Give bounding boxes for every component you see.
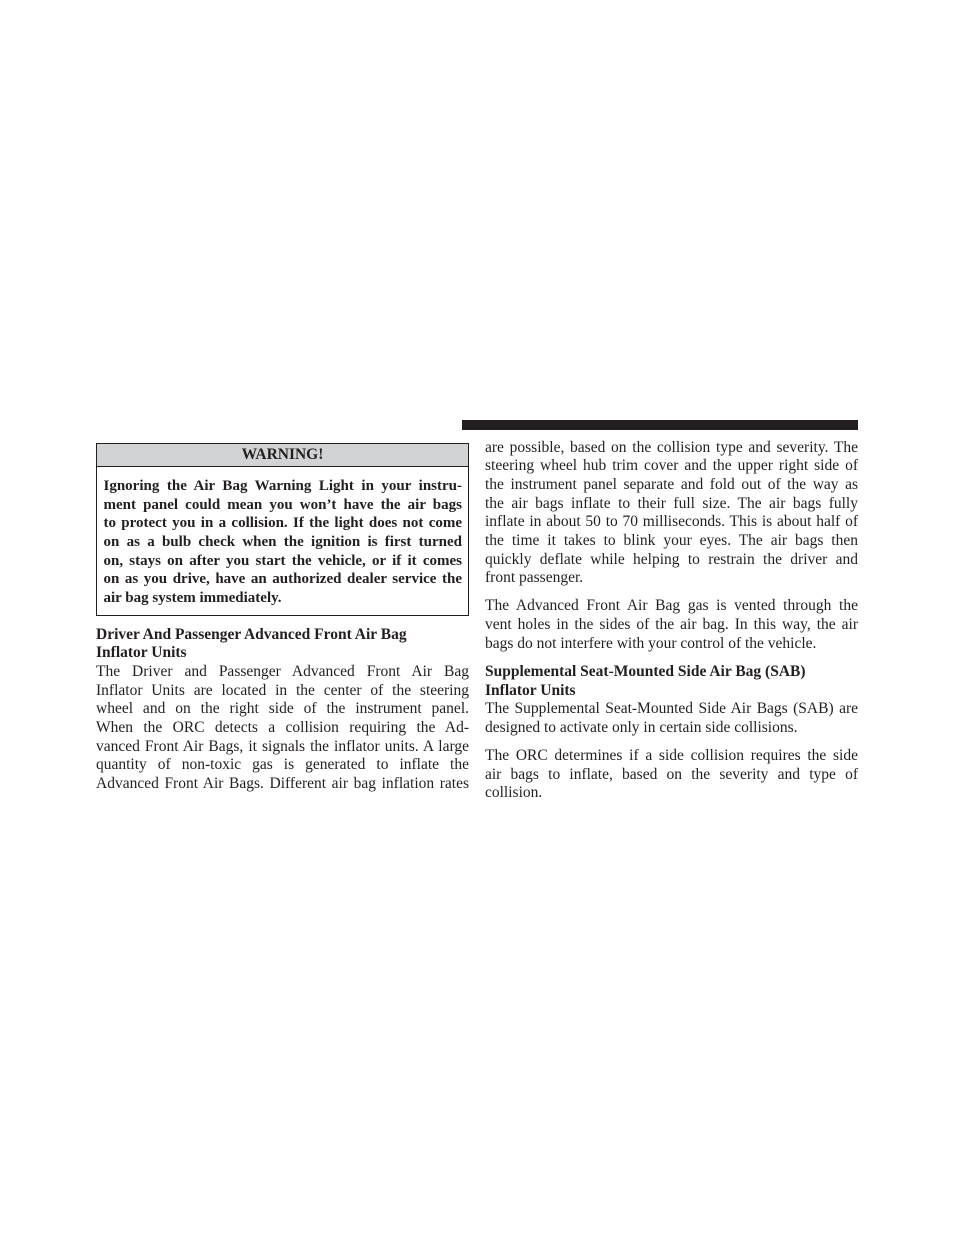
section-heading-line: Inflator Units bbox=[485, 681, 576, 699]
warning-body bbox=[97, 467, 468, 608]
warning-text-line: on, stays on after you start the vehicle, or if it comes bbox=[103, 552, 462, 569]
warning-text-line: air bag system immediately. bbox=[103, 590, 282, 607]
warning-text-line: ment panel could mean you won’t have the air bags bbox=[103, 496, 462, 513]
paragraph-continuation bbox=[485, 439, 858, 589]
body-text-line: When the ORC detects a collision requiring the Ad- bbox=[96, 719, 469, 737]
body-text-line: The Advanced Front Air Bag gas is vented through the bbox=[485, 597, 858, 615]
warning-title: WARNING! bbox=[241, 446, 324, 463]
body-text-line: Inflator Units are located in the center of the steering bbox=[96, 681, 469, 699]
warning-text-line: Ignoring the Air Bag Warning Light in your instru- bbox=[103, 478, 462, 494]
section-heading-advanced-front-air-bag bbox=[96, 626, 469, 663]
body-text-line: collision. bbox=[485, 784, 543, 802]
paragraph-inflator-units bbox=[96, 663, 469, 794]
paragraph-sab-design bbox=[485, 700, 858, 737]
warning-text-line: to protect you in a collision. If the light does not come bbox=[103, 515, 462, 532]
right-column bbox=[485, 439, 858, 804]
body-text-line: The Driver and Passenger Advanced Front Air Bag bbox=[96, 662, 469, 680]
body-text-line: The ORC determines if a side collision requires the side bbox=[485, 747, 858, 765]
body-text-line: vent holes in the sides of the air bag. In this way, the air bbox=[485, 616, 858, 634]
body-text-line: bags do not interfere with your control of the vehicle. bbox=[485, 634, 817, 652]
section-heading-line: Supplemental Seat-Mounted Side Air Bag (SAB) bbox=[485, 662, 806, 680]
warning-text-line: on as a bulb check when the ignition is first turned bbox=[103, 534, 462, 551]
body-text-line: the time it takes to blink your eyes. The air bags then bbox=[485, 532, 858, 550]
warning-box bbox=[96, 443, 469, 616]
warning-text-line: on as you drive, have an authorized dealer service the bbox=[103, 571, 462, 588]
warning-header bbox=[97, 444, 468, 467]
body-text-line: front passenger. bbox=[485, 569, 584, 587]
body-text-line: steering wheel hub trim cover and the upper right side of bbox=[485, 457, 858, 475]
section-heading-line: Inflator Units bbox=[96, 644, 187, 662]
left-column bbox=[96, 626, 469, 794]
body-text-line: wheel and on the right side of the instrument panel. bbox=[96, 700, 469, 718]
body-text-line: are possible, based on the collision type and severity. The bbox=[485, 438, 858, 456]
paragraph-orc-side-collision bbox=[485, 747, 858, 803]
body-text-line: quantity of non-toxic gas is generated to inflate the bbox=[96, 756, 469, 774]
body-text-line: the instrument panel separate and fold out of the way as bbox=[485, 475, 858, 493]
section-header-bar bbox=[462, 420, 858, 430]
section-heading-side-air-bag bbox=[485, 663, 858, 700]
body-text-line: quickly deflate while helping to restrain the driver and bbox=[485, 550, 858, 568]
body-text-line: inflate in about 50 to 70 milliseconds. This is about half of bbox=[485, 513, 858, 531]
section-heading-line: Driver And Passenger Advanced Front Air Bag bbox=[96, 625, 407, 643]
body-text-line: Advanced Front Air Bags. Different air bag inflation rates bbox=[96, 775, 469, 793]
body-text-line: the air bags inflate to their full size. The air bags fully bbox=[485, 494, 858, 512]
body-text-line: vanced Front Air Bags, it signals the inflator units. A large bbox=[96, 737, 469, 755]
paragraph-vent-holes bbox=[485, 597, 858, 653]
body-text-line: The Supplemental Seat-Mounted Side Air Bags (SAB) are bbox=[485, 700, 858, 718]
body-text-line: designed to activate only in certain side collisions. bbox=[485, 719, 798, 736]
body-text-line: air bags to inflate, based on the severity and type of bbox=[485, 765, 858, 783]
